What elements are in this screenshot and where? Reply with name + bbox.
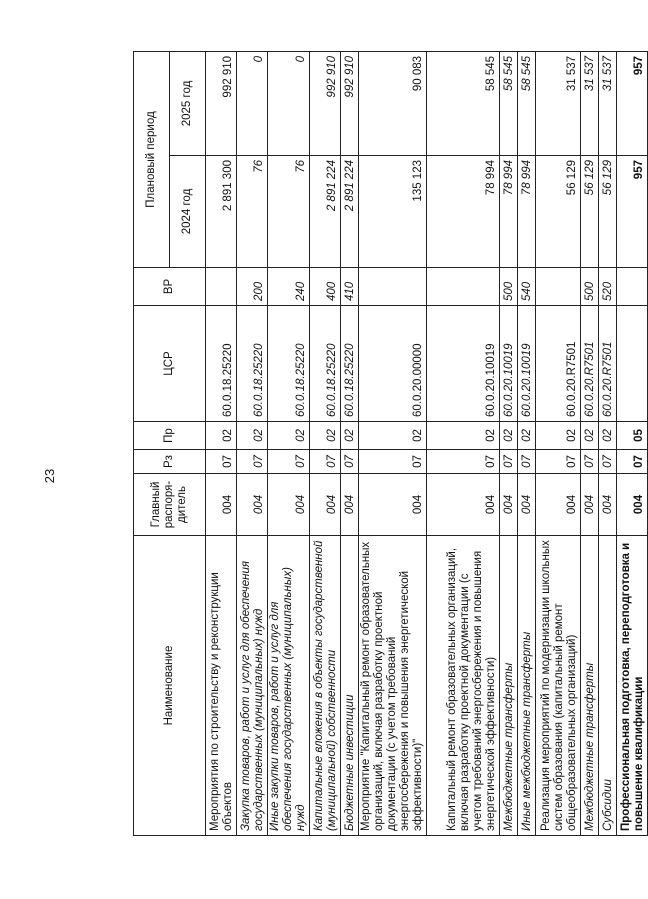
row-csr-cell: 60.0.18.25220 — [268, 306, 310, 422]
row-2025-cell: 90 083 — [359, 51, 427, 155]
row-vr-cell: 500 — [581, 268, 599, 306]
row-rz-cell: 07 — [536, 450, 581, 474]
row-csr-cell: 60.0.18.25220 — [310, 306, 341, 422]
row-vr-cell — [427, 268, 500, 306]
row-csr-cell: 60.0.20.10019 — [500, 306, 518, 422]
row-name-cell: Межбюджетные трансферты — [581, 536, 599, 836]
row-pr-cell: 02 — [500, 422, 518, 450]
row-pr-cell: 02 — [427, 422, 500, 450]
row-vr-cell: 500 — [500, 268, 518, 306]
row-vr-cell — [536, 268, 581, 306]
row-2024-cell: 56 129 — [581, 156, 599, 268]
row-grbs-cell: 004 — [268, 474, 310, 536]
header-2025: 2025 год — [170, 51, 206, 155]
row-rz-cell: 07 — [581, 450, 599, 474]
table-row — [518, 51, 536, 835]
row-vr-cell: 540 — [518, 268, 536, 306]
row-2024-cell: 78 994 — [500, 156, 518, 268]
row-pr-cell: 02 — [518, 422, 536, 450]
row-rz-cell: 07 — [617, 450, 648, 474]
row-name-cell: Иные закупки товаров, работ и услуг для обеспечения государственных (муниципальных) нужд — [268, 536, 310, 836]
row-pr-cell: 05 — [617, 422, 648, 450]
row-vr-cell — [359, 268, 427, 306]
row-pr-cell: 02 — [599, 422, 617, 450]
budget-table — [133, 51, 648, 836]
row-rz-cell: 07 — [599, 450, 617, 474]
row-name-cell: Бюджетные инвестиции — [341, 536, 359, 836]
table-row — [536, 51, 581, 835]
row-rz-cell: 07 — [237, 450, 268, 474]
row-csr-cell: 60.0.20.R7501 — [581, 306, 599, 422]
row-grbs-cell: 004 — [206, 474, 237, 536]
row-2024-cell: 76 — [237, 156, 268, 268]
row-rz-cell: 07 — [341, 450, 359, 474]
row-2025-cell: 58 545 — [518, 51, 536, 155]
header-rz: Рз — [134, 450, 206, 474]
row-grbs-cell: 004 — [359, 474, 427, 536]
row-vr-cell: 200 — [237, 268, 268, 306]
row-2025-cell: 0 — [268, 51, 310, 155]
row-csr-cell: 60.0.18.25220 — [206, 306, 237, 422]
row-rz-cell: 07 — [427, 450, 500, 474]
row-name-cell: Мероприятия по строительству и реконструкции объектов — [206, 536, 237, 836]
row-2024-cell: 76 — [268, 156, 310, 268]
table-row — [500, 51, 518, 835]
row-2024-cell: 2 891 224 — [341, 156, 359, 268]
header-name: Наименование — [134, 536, 206, 836]
row-2025-cell: 957 — [617, 51, 648, 155]
row-name-cell: Капитальные вложения в объекты государственной (муниципальной) собственности — [310, 536, 341, 836]
row-grbs-cell: 004 — [536, 474, 581, 536]
row-grbs-cell: 004 — [599, 474, 617, 536]
row-rz-cell: 07 — [310, 450, 341, 474]
row-pr-cell: 02 — [341, 422, 359, 450]
row-csr-cell: 60.0.20.10019 — [427, 306, 500, 422]
row-2024-cell: 135 123 — [359, 156, 427, 268]
row-csr-cell: 60.0.18.25220 — [237, 306, 268, 422]
row-pr-cell: 02 — [581, 422, 599, 450]
row-2024-cell: 78 994 — [427, 156, 500, 268]
table-row — [427, 51, 500, 835]
row-grbs-cell: 004 — [427, 474, 500, 536]
row-2024-cell: 56 129 — [599, 156, 617, 268]
row-grbs-cell: 004 — [617, 474, 648, 536]
row-grbs-cell: 004 — [500, 474, 518, 536]
row-grbs-cell: 004 — [341, 474, 359, 536]
table-row — [581, 51, 599, 835]
row-2025-cell: 992 910 — [310, 51, 341, 155]
table-row — [206, 51, 237, 835]
table-row — [268, 51, 310, 835]
rotated-table-container — [133, 52, 645, 836]
table-row — [359, 51, 427, 835]
header-period: Плановый период — [134, 51, 170, 267]
row-name-cell: Мероприятие "Капитальный ремонт образовательных организаций, включая разработку проектной документации (с учетом требований энергосбережения и повышения энергетической эффективности)" — [359, 536, 427, 836]
row-2025-cell: 58 545 — [500, 51, 518, 155]
row-2024-cell: 2 891 224 — [310, 156, 341, 268]
row-csr-cell: 60.0.20.00000 — [359, 306, 427, 422]
page-number: 23 — [42, 468, 57, 484]
row-name-cell: Иные межбюджетные трансферты — [518, 536, 536, 836]
row-vr-cell: 520 — [599, 268, 617, 306]
row-2025-cell: 31 537 — [536, 51, 581, 155]
table-row — [237, 51, 268, 835]
row-name-cell: Реализация мероприятий по модернизации школьных систем образования (капитальный ремонт общеобразовательных организаций) — [536, 536, 581, 836]
header-csr: ЦСР — [134, 306, 206, 422]
row-grbs-cell: 004 — [310, 474, 341, 536]
row-name-cell: Капитальный ремонт образовательных организаций, включая разработку проектной документации (с учетом требований энергосбережения и повышения энергетической эффективности) — [427, 536, 500, 836]
row-pr-cell: 02 — [359, 422, 427, 450]
row-csr-cell: 60.0.18.25220 — [341, 306, 359, 422]
row-2025-cell: 31 537 — [599, 51, 617, 155]
row-csr-cell: 60.0.20.10019 — [518, 306, 536, 422]
table-row — [341, 51, 359, 835]
row-name-cell: Субсидии — [599, 536, 617, 836]
header-pr: Пр — [134, 422, 206, 450]
row-csr-cell — [617, 306, 648, 422]
row-csr-cell: 60.0.20.R7501 — [536, 306, 581, 422]
table-row — [310, 51, 341, 835]
row-rz-cell: 07 — [206, 450, 237, 474]
row-2024-cell: 78 994 — [518, 156, 536, 268]
row-vr-cell — [206, 268, 237, 306]
row-name-cell: Межбюджетные трансферты — [500, 536, 518, 836]
header-vr: ВР — [134, 268, 206, 306]
row-grbs-cell: 004 — [237, 474, 268, 536]
row-grbs-cell: 004 — [518, 474, 536, 536]
row-csr-cell: 60.0.20.R7501 — [599, 306, 617, 422]
row-pr-cell: 02 — [206, 422, 237, 450]
row-name-cell: Профессиональная подготовка, переподготовка и повышение квалификации — [617, 536, 648, 836]
row-vr-cell: 240 — [268, 268, 310, 306]
row-2025-cell: 992 910 — [341, 51, 359, 155]
row-vr-cell: 410 — [341, 268, 359, 306]
header-grbs: Главный распоря-дитель — [134, 474, 206, 536]
table-row — [599, 51, 617, 835]
row-pr-cell: 02 — [536, 422, 581, 450]
row-pr-cell: 02 — [268, 422, 310, 450]
row-vr-cell — [617, 268, 648, 306]
row-rz-cell: 07 — [268, 450, 310, 474]
row-2024-cell: 957 — [617, 156, 648, 268]
row-2025-cell: 992 910 — [206, 51, 237, 155]
row-grbs-cell: 004 — [581, 474, 599, 536]
row-2024-cell: 56 129 — [536, 156, 581, 268]
header-2024: 2024 год — [170, 156, 206, 268]
row-2025-cell: 58 545 — [427, 51, 500, 155]
row-vr-cell: 400 — [310, 268, 341, 306]
row-pr-cell: 02 — [237, 422, 268, 450]
table-row — [617, 51, 648, 835]
row-2025-cell: 31 537 — [581, 51, 599, 155]
row-rz-cell: 07 — [500, 450, 518, 474]
row-2025-cell: 0 — [237, 51, 268, 155]
row-pr-cell: 02 — [310, 422, 341, 450]
row-rz-cell: 07 — [359, 450, 427, 474]
row-rz-cell: 07 — [518, 450, 536, 474]
row-name-cell: Закупка товаров, работ и услуг для обеспечения государственных (муниципальных) нужд — [237, 536, 268, 836]
row-2024-cell: 2 891 300 — [206, 156, 237, 268]
